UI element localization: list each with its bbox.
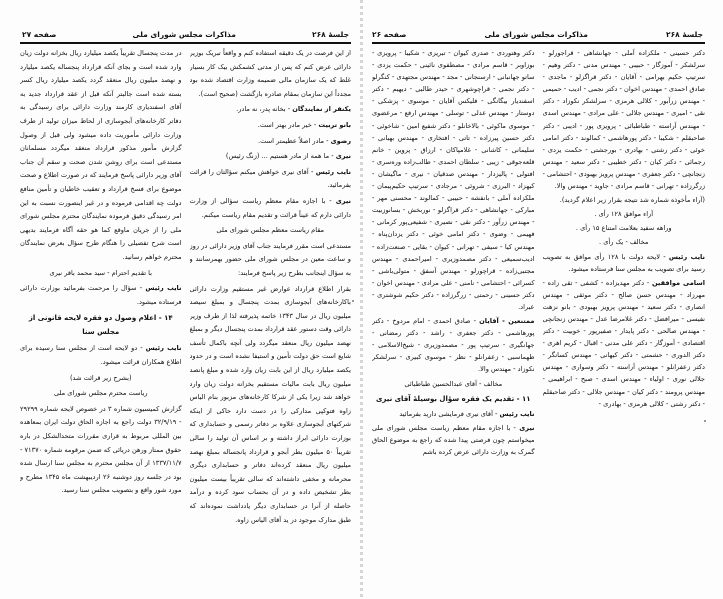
speaker-paragraph bbox=[190, 135, 352, 149]
speaker-separator: - bbox=[325, 196, 336, 205]
section-heading: ۱۱ - تقدیم یک فقره سؤال بوسیلهٔ آقای نیری bbox=[375, 394, 531, 403]
centered-line: مقام ریاست معظم مجلس شورای ملی bbox=[216, 226, 325, 235]
speech-text: آقای نیری خواهش میکنم سؤالتان را قرائت بفرمائید. bbox=[189, 167, 351, 190]
body-paragraph: گزارش کمیسیون شماره ۳ در خصوص لایحه شماره ۲۹۲۹۹ - ۳۲/۹/۱۹ دولت راجع به اجازه الحاق دولت ایران بمعاهده بین المللی مربوط به قراری مقررات متحدالشکل در باره حقوق ممتاز ورهن دریائی که ضمن مرقومه شماره ۷۱۳۷۰ - ۱۳۳۷/۱۱/۷ از آن مجلس محترم به مجلس سنا ارسال شده بود در جلسه روز دوشنبه ۲۶ اردیبهشت ماه ۱۳۴۵ مطرح و مورد شور واقع و بتصویب مجلس سنا رسید. bbox=[20, 404, 182, 495]
speaker-name: اسامی موافقین bbox=[651, 278, 705, 287]
column-left bbox=[20, 47, 182, 579]
speech-text: دکتر مهدیزاده - کشفی - تقی زاده - مهرزاد - مهندس حسن صالح - دکتر موثقی - مهندس انصاری - دکتر سعید - مهندس پرویز بهبودی - بانو نزهت نفیسی - میرافضل - دکتر غلامرضا عدل - مهندس زنجانچی - مهندس صالحی - دکتر پایدار - صفیرپور - خوبیت - دکتر اقتصادی - آموزگار - دکتر علی مدنی - اقبال - کریم اهری - دکتر الدوری - حشمتی - دکتر کیهانی - مهندس کسانگر - دکتر زعفرانلو - مهندس آراسته - دکتر وسواری - مهندس جلالی نوری - اولیاء - مهندس اسدی - صبح - ابراهیمی - مهندس پرومند - دکتر کیان - مهندس جلالی - دکتر صاحبقلم - دکتر رشتی - کلالی هرمزی - بهادری - bbox=[542, 278, 705, 408]
speech-text: صادق احمدی - امام مردوخ - دکتر پورهاشمی - دکتر جعفری - راشد - دکتر رمضانی - جهانگیری - سرتیپ پور - مصمدوزیری - شیخ‌الاسلامی - طهماسبی - زعفرانلو - نظر - موسوی کبیری - سرلشکر نکوزاد - مهندس والا. bbox=[372, 317, 535, 374]
speaker-name: ممتنعین - آقایان bbox=[479, 317, 535, 326]
speaker-separator: - bbox=[311, 120, 319, 129]
speaker-name: نایب رئیس bbox=[668, 252, 705, 261]
speaker-name: نیری bbox=[519, 423, 535, 432]
running-title: مذاکرات مجلس شورای ملی bbox=[484, 29, 588, 39]
scan-speck bbox=[352, 300, 354, 302]
speech-text: با اجازه مقام معظم ریاست مجلس شورای ملی میخواستم چون فرصتی پیدا شده که راجع به موضوع الحاق گمرک به وزارت دارائی عرض کرده باشم bbox=[372, 423, 535, 456]
speaker-separator: - bbox=[137, 344, 146, 353]
page-header bbox=[372, 27, 703, 41]
speaker-name: نیری bbox=[335, 152, 351, 161]
speaker-separator: - bbox=[510, 423, 520, 432]
column-left bbox=[372, 47, 535, 579]
speaker-separator: - bbox=[492, 409, 500, 418]
running-title: مذاکرات مجلس شورای ملی bbox=[132, 29, 236, 39]
speaker-name: نیری bbox=[335, 196, 351, 205]
body-paragraph: از این فرصت در یک دقیقه استفاده کنم و واقعاً تبریک بوزیر دارائی عرض کنم که پس از مدتی کشمکش بیک کار بسیار غلط که یک سازمان مالی ضمیمه وزارت اقتصاد شده بود مجدداً این سازمان بمقام صادره بازگشت (صحیح است). bbox=[189, 49, 351, 98]
column-right bbox=[543, 47, 706, 579]
text-columns bbox=[372, 47, 705, 579]
body-paragraph: دکتر حسینی - ملکزاده آملی - جهانشاهی - قراجورلو - سرلشکر - آموزگار - حبیبی - مهندس مدنی - دکتر وهیم - سرتیپ حکیم بهرامی - آقایان - دکتر قراگزلو - ماجدی - صادق احمدی - مهندس اخوان - دکتر نجمی - ادیب - حمیمی - مهندس زرآبور - کلالی هرمزی - سرلشکر نکوزاد - دکتر نقی - امیری - مهندس جلالی - علی مرادی - مهندس اسدی - مهندس آراسته - طباطبائی - پرویزی پور - ادیبی - دکتر صاحبقلم - شکیبا - دکتر پورهاشمی - کمالوند - دکتر امامی خوئی - دکتر رشتی - بهادری - بورجشتی - حکمت یزدی - رجمائی - دکتر کیان - دکتر خطیبی - دکتر سعید - مهندس زنجانچی - دکتر جعفری - مهندس پرویز بهبودی - احتشامی - زرگرزاده - تهرانی - قاسم مرادی - جاوید - مهندس والا. bbox=[542, 49, 705, 191]
centered-line: ریاست محترم مجلس شورای ملی bbox=[53, 389, 148, 398]
speaker-paragraph bbox=[372, 315, 535, 375]
speech-text: ما همه از مادر هستیم ... (زنگ رئیس) bbox=[225, 152, 330, 161]
speaker-paragraph bbox=[190, 103, 352, 117]
page-26 bbox=[362, 0, 723, 599]
speaker-separator: - bbox=[659, 252, 669, 261]
page-number: صفحه ۲۷ bbox=[22, 29, 57, 39]
speaker-name: نایب رئیس bbox=[315, 167, 351, 176]
speech-text: مادر اصلاً عظیمتر است. bbox=[258, 136, 325, 145]
speaker-paragraph bbox=[543, 251, 706, 275]
centered-line: مخالف - یک رأی . bbox=[599, 238, 649, 247]
session-label: جلسهٔ ۲۶۸ bbox=[312, 29, 349, 39]
body-paragraph: در مدت پنجسال تقریباً یکصد میلیارد ریال بخزانه دولت زیان وارد شده است و بجای آنکه قرارداد پنجساله یکصد میلیارد و نهصد میلیون ریال منعقد گردد یکصد میلیارد ریال کسر بسته شده است جالبتر آنکه قبل از عقد قرارداد جدید به آقای اسفندیاری کارمند وزارت دارائی برای رسیدگی به دفاتر کارخانه‌های آبجوسازی از لحاظ میزان تولید از طرف وزارت دارائی مأموریت داده میشود ولی قبل از وصول گزارش مأمور مذکور قرارداد منعقد میگردد مسلمانان مستدعی است برای روشن شدن صحت و سقم آن جناب آقای وزیر دارائی پاسخ فرمایند که در صورت اطلاع و صحت موضوع برای فسخ قرارداد و تعقیب خاطیان و تأمین منافع دولت چه اقدامی فرموده و در غیر اینصورت نسبت به این امر رسیدگی دقیق فرموده نمایندگان محترم مجلس شورای ملی را از جریان ماوقع کما هو حقه آگاه فرمایند بدیهی است شرح تفصیلی را هنگام طرح سؤال بعرض نمایندگان محترم خواهم رسانید. bbox=[20, 49, 182, 261]
speaker-separator: - bbox=[324, 136, 331, 145]
speaker-separator: - bbox=[644, 278, 652, 287]
speaker-paragraph bbox=[372, 422, 535, 458]
speech-text: خیر مادر بهتر است. bbox=[257, 120, 312, 129]
speaker-name: نایب رئیس bbox=[145, 284, 182, 293]
speaker-paragraph bbox=[190, 195, 352, 222]
header-rule bbox=[372, 42, 705, 44]
page-27 bbox=[0, 0, 361, 599]
centered-line: وراهه سفید بعلامت امتناع ۱۵ رأی . bbox=[575, 224, 672, 233]
page-number: صفحه ۲۶ bbox=[372, 29, 407, 39]
centered-line: مخالف - آقای عبدالحسین طباطبائی bbox=[404, 379, 503, 388]
speaker-paragraph bbox=[190, 166, 352, 193]
speaker-name: رضوی bbox=[330, 136, 351, 145]
header-rule bbox=[20, 42, 351, 44]
session-label: جلسهٔ ۲۶۸ bbox=[666, 29, 703, 39]
speaker-name: نایب رئیس bbox=[499, 409, 535, 418]
speaker-paragraph bbox=[20, 282, 182, 309]
column-right bbox=[190, 47, 352, 579]
section-heading: ۱۴ - اعلام وصول دو فقره لایحه قانونی از مجلس سنا bbox=[28, 314, 173, 336]
speech-text: دو لایحه است از مجلس سنا رسیده برای اطلاع همکاران قرائت میشود. bbox=[20, 344, 182, 367]
speech-text: سؤال را مرحمت بفرمائید بوزارت دارائی فرستاده میشود. bbox=[20, 284, 182, 306]
body-paragraph: بقرار اطلاع قرارداد عوارض غیر مستقیم وزارت دارائی باکارخانه‌های آبجوسازی بمدت پنجسال و بمبلغ سیصد میلیون ریال در سال ۱۳۴۳ خاتمه پذیرفته لذا از طرف وزیر دارائی وقت دستور عقد قرارداد بمدت پنجسال دیگر و بمبلغ نهصد میلیون ریال منعقد میگردد ولی آنچه باکمال تأسف شایع است حق دولت تأمین و استیفا نشده است و در حدود یکصد میلیارد ریال از این بابت زیان وارد شده و مبلغ پانصد میلیون ریال بابت مالیات مستقیم بخزانه دولت زیان وارد خواهد شد زیرا یکی از شرکا کارخانه‌های مزبور بنام الیاس زاوه فتوکپی مدارکی را در دست دارد حاکی از اینکه شرکتهای آبجوسازی علاوه بر دفاتر رسمی و حسابداری که بوزارت دارائی ابراز داشته و بر اساس آن تولید را سالی تقریباً ۵۰ میلیون بطر آبجو و قرارداد پانجساله بمبلغ نهصد میلیون ریال منعقد کرده‌اند دفاتر و حسابداری دیگری محرمانه و مخفی داشته‌اند که سالی تقریباً بیست میلیون بطر تشخیص داده و در آن بحساب سود کرده و درآمد حاصله از آنرا در حسابداری دیگر یادداشت نموده‌اند که طبق مدارک موجود در ید آقای الیاس زاوه. bbox=[189, 284, 351, 524]
centered-line: (بشرح زیر قرائت شد) bbox=[69, 373, 132, 382]
speaker-separator: - bbox=[329, 152, 336, 161]
speaker-paragraph bbox=[543, 277, 706, 410]
speech-text: آقای نیری فرمایشی دارید بفرمائید bbox=[399, 409, 493, 418]
body-paragraph: مستدعی است مقرر فرمایند جناب آقای وزیر دارائی در روز و ساعت معین در مجلس شورای ملی حضور بهمرسانند و به سؤال اینجانب بطرح زیر پاسخ فرمایند: bbox=[189, 241, 351, 277]
speaker-separator: - bbox=[308, 167, 316, 176]
speaker-separator: - bbox=[136, 284, 146, 293]
scan-speck bbox=[704, 420, 706, 422]
speaker-paragraph bbox=[372, 408, 535, 420]
page-header bbox=[22, 27, 349, 41]
centered-line: با تقدیم احترام - سید محمد باقر نیری bbox=[49, 268, 152, 277]
centered-line: آراء موافق ۱۲۸ رأی . bbox=[594, 210, 654, 219]
speaker-paragraph bbox=[20, 342, 182, 369]
body-paragraph: (آراء مأخوذه شماره شد نتیجه بقرار زیر اعلام گردید). bbox=[559, 196, 705, 205]
speech-text: لایحه دولت با ۱۲۸ رأی موافق به تصویب رسید برای تصویب به مجلس سنا فرستاده میشود. bbox=[542, 252, 705, 273]
speech-text: با اجازه مقام معظم ریاست سؤالی از وزارت دارائی دارم که عیناً قرائت و تقدیم مقام ریاست میکنم. bbox=[189, 196, 351, 219]
speaker-paragraph bbox=[190, 150, 352, 164]
text-columns bbox=[20, 47, 351, 579]
speech-text: بخانه پدر، نه مادر. bbox=[236, 105, 286, 114]
speaker-separator: - bbox=[470, 317, 480, 326]
speaker-name: یکنفر از نمایندگان bbox=[292, 105, 351, 114]
speaker-name: نایب رئیس bbox=[145, 344, 182, 353]
speaker-name: بانو تربیت bbox=[318, 120, 351, 129]
body-paragraph: دکتر وهتوردی - صدری کیوان - تبریزی - شکیبا - پرویزی - بوزاوبر - قاسم مرادی - مصطفوی نائینی - حکمت یزدی - ساتو جهانبانی - ارسنجانی - مجد - مهندس مجتهدی - کنگرلو - دکتر نجمی - قراچوشهری - حیدر طالبی - دیهیم - دکتر اسفندیار بیگانگی - فلیکس آقایان - موسوی - پزشکی - دوستار - مهندس عدلی - توسلی - مهندس ارفع - مرعضوی - موسوی ماکوئی - بالاخانلو - دکتر شفیع امین - شاخوئی - دکتر حسین پیرزاده - تاتی - افتخاری - مهندس بهبانی - سلیمانی - کاشانی - غلامپاکان - ارزاق - پروین - خانم قلعه‌جوقی - زیبی - سلطان احمدی - طالب‌زاده وره‌سری - افتولی - پالیزدار - مهندس صدقیان - نیری - ماگیشان - کیهزاد - البرزی - شروئی - مرجادی - سرتیپ حکیم‌پیمان - ملکزاده آملی - بانفشه - حبیبی - کمالوند - محسنی مهر - مبارکی - جهانشاهی - دکتر قراگزلو - نوربخش - بسانوزبیت - مهندس زرآور - دکتر نقی - نصیری - شفیعی‌پور کرمانی - فهیمی - وضوی - دکتر امامی خوئی - دکتر یزدان‌پناه - مهندس کیا - سیفی - تهرانی - کیوان - بقایی - صنعت‌زاده - ادیب‌سمیعی - دکتر مصمدوزیری - امیراحمدی - مهندس مجتبی‌زاده - قراچورلو - مهندس آسفق - متولی‌باشی - کسرائی - احتشامی - نامنی - علی مرادی - مهندس اخوان - دکتر حسینی - رحمتی - زرگرزاده - دکتر حکیم شوشتری - عبراد. bbox=[372, 49, 535, 311]
speaker-paragraph bbox=[190, 119, 352, 133]
speaker-separator: - bbox=[285, 105, 293, 114]
